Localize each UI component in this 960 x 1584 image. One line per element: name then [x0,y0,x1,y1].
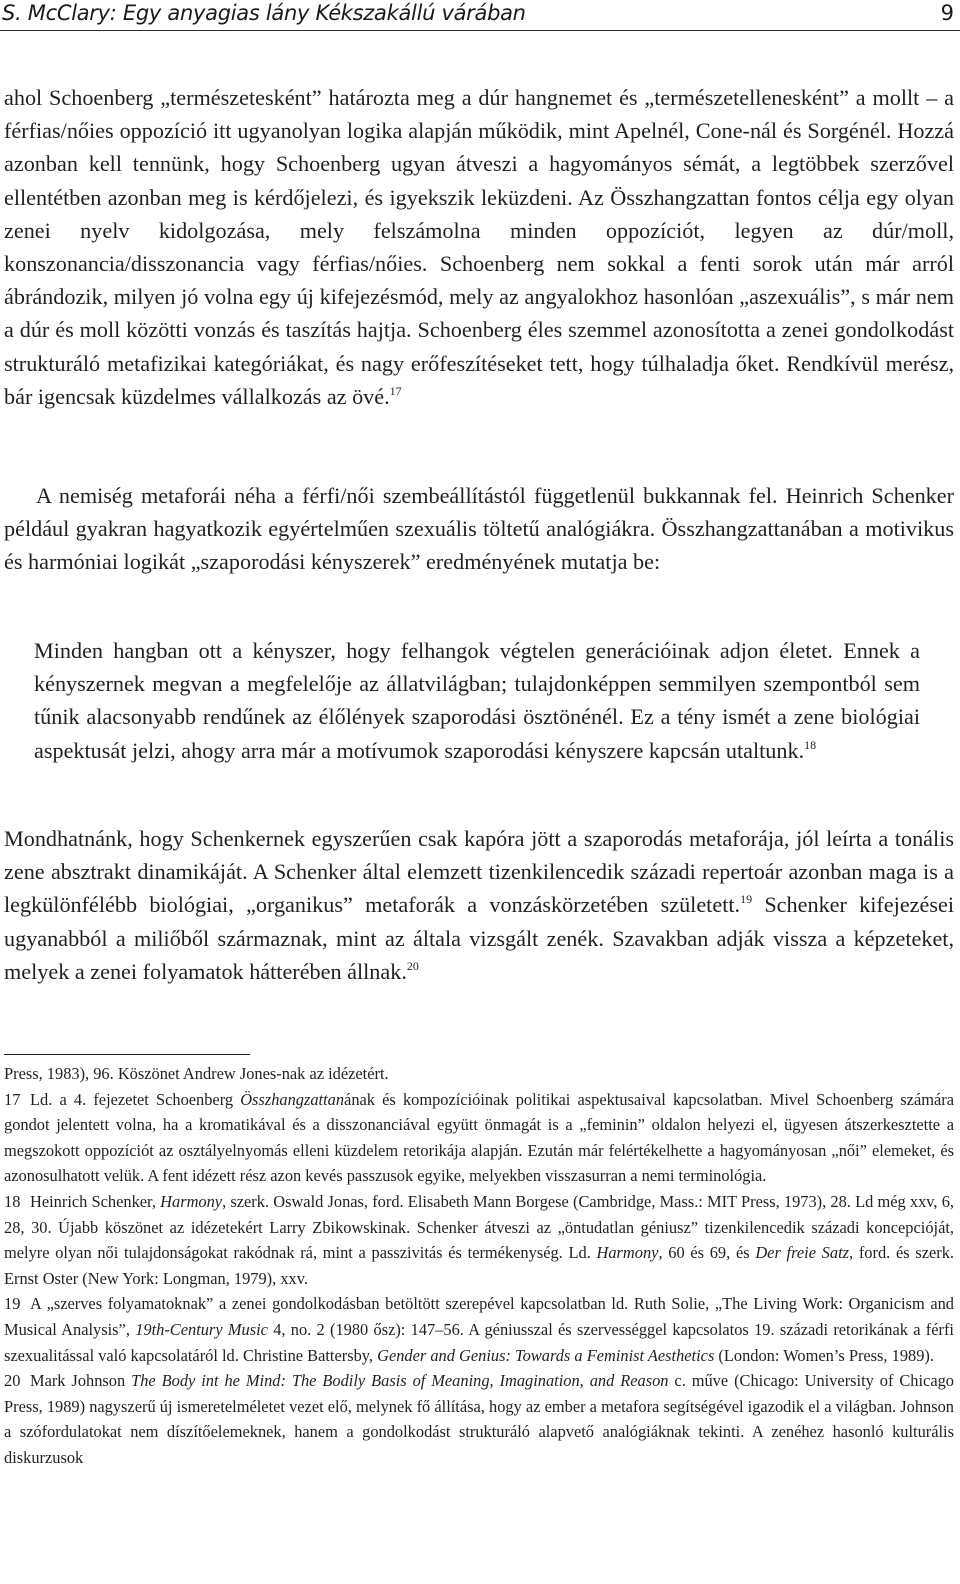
footnote-20 [4,1368,954,1470]
footnote-18 [4,1189,954,1291]
footnote-18-number: 18 [4,1191,21,1211]
running-header [0,0,960,31]
footnote-continuation [4,1061,954,1087]
footnote-18-text: Heinrich Schenker, [30,1191,161,1211]
paragraph-2 [4,479,954,579]
footnote-17 [4,1087,954,1189]
footnote-20-number: 20 [4,1371,21,1391]
footnote-17-number: 17 [4,1089,21,1109]
paragraph-3-text-a: Mondhatnánk, hogy Schenkernek egyszerűen csak kapóra jött a szaporodás metaforája, jól leírta a tonális zene absztrakt dinamikáját. A Schenker által elemzett tizenkilencedik századi repertoár azonban maga is a legkülönfélébb biológiai, „organikus” metaforák a vonzáskörzetében született. [4,826,954,918]
footnote-20-title: The Body int he Mind: The Bodily Basis of Meaning, Imagination, and Reason [131,1371,669,1391]
block-quote [34,634,920,767]
footnote-17-title: Összhangzattan [240,1089,345,1109]
note-ref-20[interactable]: 20 [406,958,419,973]
block-quote-text: Minden hangban ott a kényszer, hogy felhangok végtelen generációinak adjon életet. Ennek a kényszernek megvan a megfelelője az állatvilágban; tulajdonképpen semmilyen szempontból sem tűnik alacsonyabb rendűnek az élőlények szaporodási ösztönénél. Ez a tény ismét a zene biológiai aspektusát jelzi, ahogy arra már a motívumok szaporodási kényszere kapcsán utaltunk. [34,638,920,763]
footnote-19-number: 19 [4,1294,21,1314]
footnote-18-text-3: , 60 és 69, és [658,1243,756,1263]
page-number: 9 [940,1,954,25]
footnote-19-text-2: 4, no. 2 (1980 ősz): 147–56. A géniusszal és szervességgel kapcsolatos 19. századi retorikának a férfi szexualitással való kapcsolatáról ld. Christine Battersby, [4,1319,954,1365]
footnotes [4,1061,954,1471]
footnote-17-text-2: ának és kompozícióinak politikai aspektusaival kapcsolatban. Mivel Schoenberg számára gondot jelentett volna, ha a kromatikával és a disszonanciával együtt önmagát is a „feminin” oldalon helyezi el, ügyesen átszerkesztette a megszokott oppozíciót az osztályelnyomás elleni küzdelem retorikája alapján. Ezután már felértékelhette a hagyományosan „női” elemeket, és azonosulhatott velük. A fent idézett rész azon kevés passzusok egyike, melyekben visszasurran a nemi terminológia. [4,1089,954,1186]
paragraph-1-text: ahol Schoenberg „természetesként” határozta meg a dúr hangnemet és „természetellenesként” a mollt – a férfias/nőies oppozíció itt ugyanolyan logika alapján működik, mint Apelnél, Cone-nál és Sorgénél. Hozzá azonban kell tennünk, hogy Schoenberg ugyan átveszi a hagyományos sémát, a legtöbbek szerzővel ellentétben azonban meg is kérdőjelezi, és igyekszik leküzdeni. Az Összhangzattan fontos célja egy olyan zenei nyelv kidolgozása, mely felszámolna minden oppozíciót, legyen az dúr/moll, konszonancia/disszonancia vagy férfias/nőies. Schoenberg nem sokkal a fenti sorok után már arról ábrándozik, milyen jó volna egy új kifejezésmód, mely az angyalokhoz hasonlóan „aszexuális”, s már nem a dúr és moll közötti vonzás és taszítás hajtja. Schoenberg éles szemmel azonosította a zenei gondolkodást strukturáló metafizikai kategóriákat, és nagy erőfeszítéseket tett, hogy túlhaladja őket. Rendkívül merész, bár igencsak küzdelmes vállalkozás az övé. [4,85,954,409]
footnote-18-text-4: , ford. és szerk. Ernst Oster (New York: Longman, 1979), xxv. [4,1243,955,1288]
footnote-17-text: Ld. a 4. fejezetet Schoenberg [30,1089,241,1109]
note-ref-18[interactable]: 18 [804,737,817,752]
footnote-19 [4,1291,954,1368]
note-ref-19[interactable]: 19 [740,892,753,907]
footnote-18-text-2: , szerk. Oswald Jonas, ford. Elisabeth Mann Borgese (Cambridge, Mass.: MIT Press, 1973), 28. Ld még xxv, 6, 28, 30. Újabb köszönet az idézetekért Larry Zbikowskinak. Schenker átveszi az „öntudatlan géniusz” tizenkilencedik századi koncepcióját, melyre olyan női tulajdonságokat rakódnak rá, mint a passzivitás és termékenység. Ld. [4,1191,955,1263]
footnote-19-title: 19th-Century Music [135,1319,268,1339]
paragraph-3 [4,822,954,988]
footnote-18-title: Harmony [160,1191,223,1211]
footnote-19-text-3: (London: Women’s Press, 1989). [714,1345,934,1365]
footnote-continuation-text: Press, 1983), 96. Köszönet Andrew Jones-nak az idézetért. [4,1064,389,1083]
footnote-18-title-2: Harmony [596,1243,659,1263]
footnote-20-text-2: c. műve (Chicago: University of Chicago Press, 1989) nagyszerű új ismeretelméletet vezet elő, melynek fő állítása, hogy az ember a metafora segítségével igazodik el a világban. Johnson a szófordulatokat nem díszítőelemeknek, hanem a gondolkodást strukturáló alapvető analógiáknak tekinti. A zenéhez hasonló kulturális diskurzusok [4,1371,954,1467]
footnote-19-text: A „szerves folyamatoknak” a zenei gondolkodásban betöltött szerepével kapcsolatban ld. Ruth Solie, „The Living Work: Organicism and Musical Analysis”, [4,1294,954,1339]
note-ref-17[interactable]: 17 [389,383,402,398]
paragraph-3-text-b: Schenker kifejezései ugyanabból a miliőből származnak, mint az általa vizsgált zenék. Szavakban adják vissza a képzeteket, melyek a zenei folyamatok hátterében állnak. [4,892,955,984]
running-head-title: S. McClary: Egy anyagias lány Kékszakállú várában [2,1,526,25]
paragraph-2-text: A nemiség metaforái néha a férfi/női szembeállítástól függetlenül bukkannak fel. Heinrich Schenker például gyakran hagyatkozik egyértelműen szexuális töltetű analógiákra. Összhangzattanában a motivikus és harmóniai logikát „szaporodási kényszerek” eredményének mutatja be: [4,483,954,575]
footnote-18-title-3: Der freie Satz [755,1243,850,1263]
footnote-separator [4,1054,250,1055]
footnote-20-text: Mark Johnson [30,1371,132,1391]
paragraph-1 [4,81,954,413]
footnote-19-title-2: Gender and Genius: Towards a Feminist Aesthetics [377,1345,715,1365]
